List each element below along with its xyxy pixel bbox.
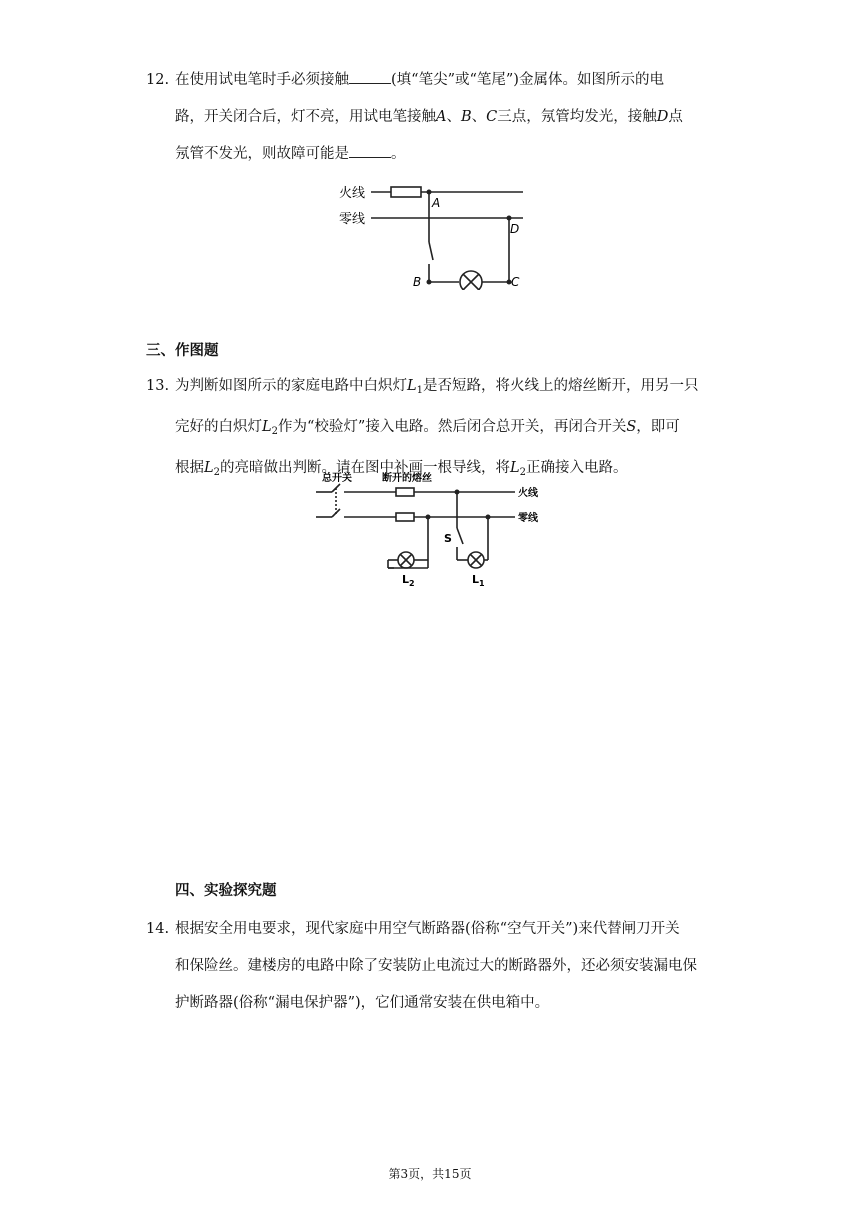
- label-main-switch: 总开关: [322, 473, 352, 484]
- label-S: S: [444, 532, 452, 545]
- label-live: 火线: [518, 488, 538, 499]
- label-neutral: 零线: [518, 513, 538, 524]
- question-number: 14.: [146, 921, 170, 937]
- label-neutral: 零线: [339, 212, 366, 227]
- circuit-figure-13: [310, 470, 560, 590]
- label-L1-sub: 1: [479, 579, 485, 588]
- label-broken-fuse: 断开的熔丝: [382, 473, 432, 484]
- question-12: [146, 62, 726, 173]
- question-14: [146, 911, 726, 1022]
- answer-blank[interactable]: [349, 143, 391, 158]
- question-number: 13.: [146, 378, 170, 394]
- label-L1: L: [472, 573, 480, 586]
- label-A: A: [432, 196, 441, 210]
- question-text: 在使用试电笔时手必须接触 (填“笔尖”或“笔尾”)金属体。如图所示的电 路，开关闭合后，灯不亮，用试电笔接触A、B、C三点，氖管均发光，接触D点 氖管不发光，则故障可能是 。: [175, 62, 726, 173]
- label-live: 火线: [339, 186, 366, 201]
- answer-blank[interactable]: [349, 69, 391, 84]
- label-D: D: [510, 222, 520, 236]
- section-heading: 三、作图题: [146, 343, 219, 359]
- circuit-figure-12: [333, 180, 533, 290]
- question-number: 12.: [146, 72, 170, 88]
- question-text: 为判断如图所示的家庭电路中白炽灯$L_1$是否短路，将火线上的熔丝断开，用另一只 完好的白炽灯$L_2$作为“校验灯”接入电路。然后闭合总开关，再闭合开关S，即可 根据$L_2$的亮暗做出判断。请在图中补画一根导线，将$L_2$正确接入电路。: [175, 378, 699, 478]
- label-C: C: [511, 275, 520, 289]
- section-heading: 四、实验探究题: [175, 883, 277, 899]
- label-L2: L: [402, 573, 410, 586]
- label-B: B: [413, 275, 422, 289]
- page-footer: 第3页，共15页: [388, 1167, 472, 1181]
- question-text: 根据安全用电要求，现代家庭中用空气断路器(俗称“空气开关”)来代替闸刀开关 和保险丝。建楼房的电路中除了安装防止电流过大的断路器外，还必须安装漏电保 护断路器(俗称“漏电保护器”)，它们通常安装在供电箱中。: [175, 921, 697, 1011]
- label-L2-sub: 2: [409, 579, 415, 588]
